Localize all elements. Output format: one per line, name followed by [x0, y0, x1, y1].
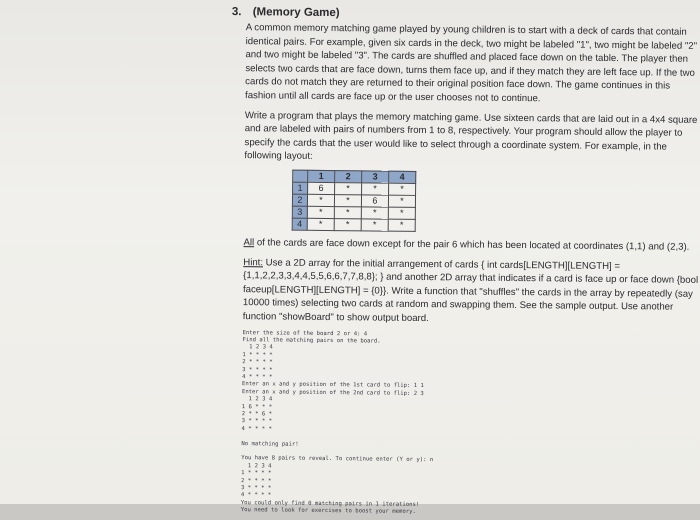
board-row-header: 3 [292, 206, 307, 218]
console-line: You have 8 pairs to reveal. To continue enter (Y or y): n [241, 455, 434, 464]
board-col-header: 2 [335, 171, 362, 183]
console-line: 1 6 * * * [241, 403, 273, 411]
console-line: You could only find 0 matching pairs in 1 iterations! [240, 499, 420, 508]
board-cell: * [307, 194, 334, 206]
console-line: 2 * * * * [240, 477, 272, 485]
hint-text: Use a 2D array for the initial arrangement of cards { int cards[LENGTH][LENGTH] = {1,1,2,2,3,3,4,4,5,5,6,6,7,7,8,8}; } and another 2D array that indicates if a card is face up or face down {bool faceup[LENGTH][LENGTH] = {0}}. Write a function that "shuffles" the cards in the array by repeatedly (say 10000 times) selecting two cards at random and swapping them. See the sample output. Use another function "showBoard" to show output board. [242, 256, 699, 324]
board-corner-cell [293, 170, 308, 182]
board-cell: * [388, 219, 415, 231]
console-line: 3 * * * * [240, 485, 272, 492]
console-line: You need to look for exercises to boost your memory. [240, 507, 416, 516]
board-row-header: 1 [293, 182, 308, 194]
board-cell: * [334, 219, 361, 231]
board-row [292, 218, 415, 231]
console-line: 3 * * * * [242, 366, 273, 373]
intro-paragraph: A common memory matching game played by young children is to start with a deck of cards that contain identical pairs. For example, given six cards in the deck, two might be labeled "1", two might be labeled "2" and two might be labeled "3". The cards are shuffled and placed face down on the table. The player then selects two cards that are face down, turns them face up, and if they match they are left face up. If the two cards do not match they are returned to their original position face down. The game continues in this fashion until all cards are face up or the user chooses not to continue. [245, 22, 698, 105]
board-cell: * [362, 183, 389, 195]
console-line: 2 * * * * [242, 359, 273, 366]
board-cell: 6 [308, 182, 335, 194]
located-prefix: All [243, 237, 255, 249]
console-line: 4 * * * * [242, 374, 273, 381]
problem-number: 3. [231, 6, 242, 19]
board-cell: * [361, 207, 388, 219]
board-cell: * [334, 195, 361, 207]
located-paragraph [243, 236, 699, 254]
board-cell: * [389, 183, 416, 195]
located-text: of the cards are face down except for the pair 6 which has been located at coordinates (1,1) and (2,3). [254, 237, 690, 253]
board-col-header: 3 [362, 171, 389, 183]
console-line: 4 * * * * [241, 425, 272, 433]
console-line: 1 2 3 4 [242, 344, 273, 351]
console-line: 3 * * * * [241, 418, 272, 425]
console-line: Enter the size of the board 2 or 4: 4 [242, 329, 368, 337]
board-cell: * [307, 206, 334, 218]
board-cell: * [334, 207, 361, 219]
sample-output [241, 330, 699, 520]
hint-paragraph [243, 256, 700, 329]
console-line: 4 * * * * [240, 492, 272, 499]
console-line: 1 2 3 4 [241, 396, 273, 403]
console-line: Enter an x and y position of the 1st card to flip: 1 1 [242, 381, 424, 390]
board-cell: 6 [361, 195, 388, 207]
console-line: Enter an x and y position of the 2nd card to flip: 2 3 [241, 388, 424, 397]
board-cell: * [307, 218, 334, 230]
console-line: 2 * * 6 * [241, 411, 273, 418]
hint-label: Hint: [243, 256, 264, 268]
console-line: 1 * * * * [242, 351, 273, 359]
console-line: 1 2 3 4 [241, 462, 272, 470]
board-col-header: 4 [389, 171, 416, 183]
board-row-header: 4 [292, 218, 307, 230]
card-layout-table [292, 170, 417, 232]
board-col-header: 1 [308, 170, 335, 182]
board-cell: * [388, 207, 415, 219]
board-row-header: 2 [292, 194, 307, 206]
board-cell: * [388, 195, 415, 207]
textbook-page [227, 6, 700, 520]
problem-title: (Memory Game) [252, 6, 340, 20]
console-line: Find all the matching pairs on the board. [242, 337, 381, 345]
program-paragraph: Write a program that plays the memory matching game. Use sixteen cards that are laid out in a 4x4 square and are labeled with pairs of numbers from 1 to 8, respectively. Your program should allow the player to specify the cards that the user would like to select through a coordinate system. For example, in the following layout: [244, 109, 698, 163]
console-line: No matching pair! [241, 440, 299, 448]
console-line: 1 * * * * [241, 470, 272, 477]
board-cell: * [361, 219, 388, 231]
board-cell: * [335, 183, 362, 195]
